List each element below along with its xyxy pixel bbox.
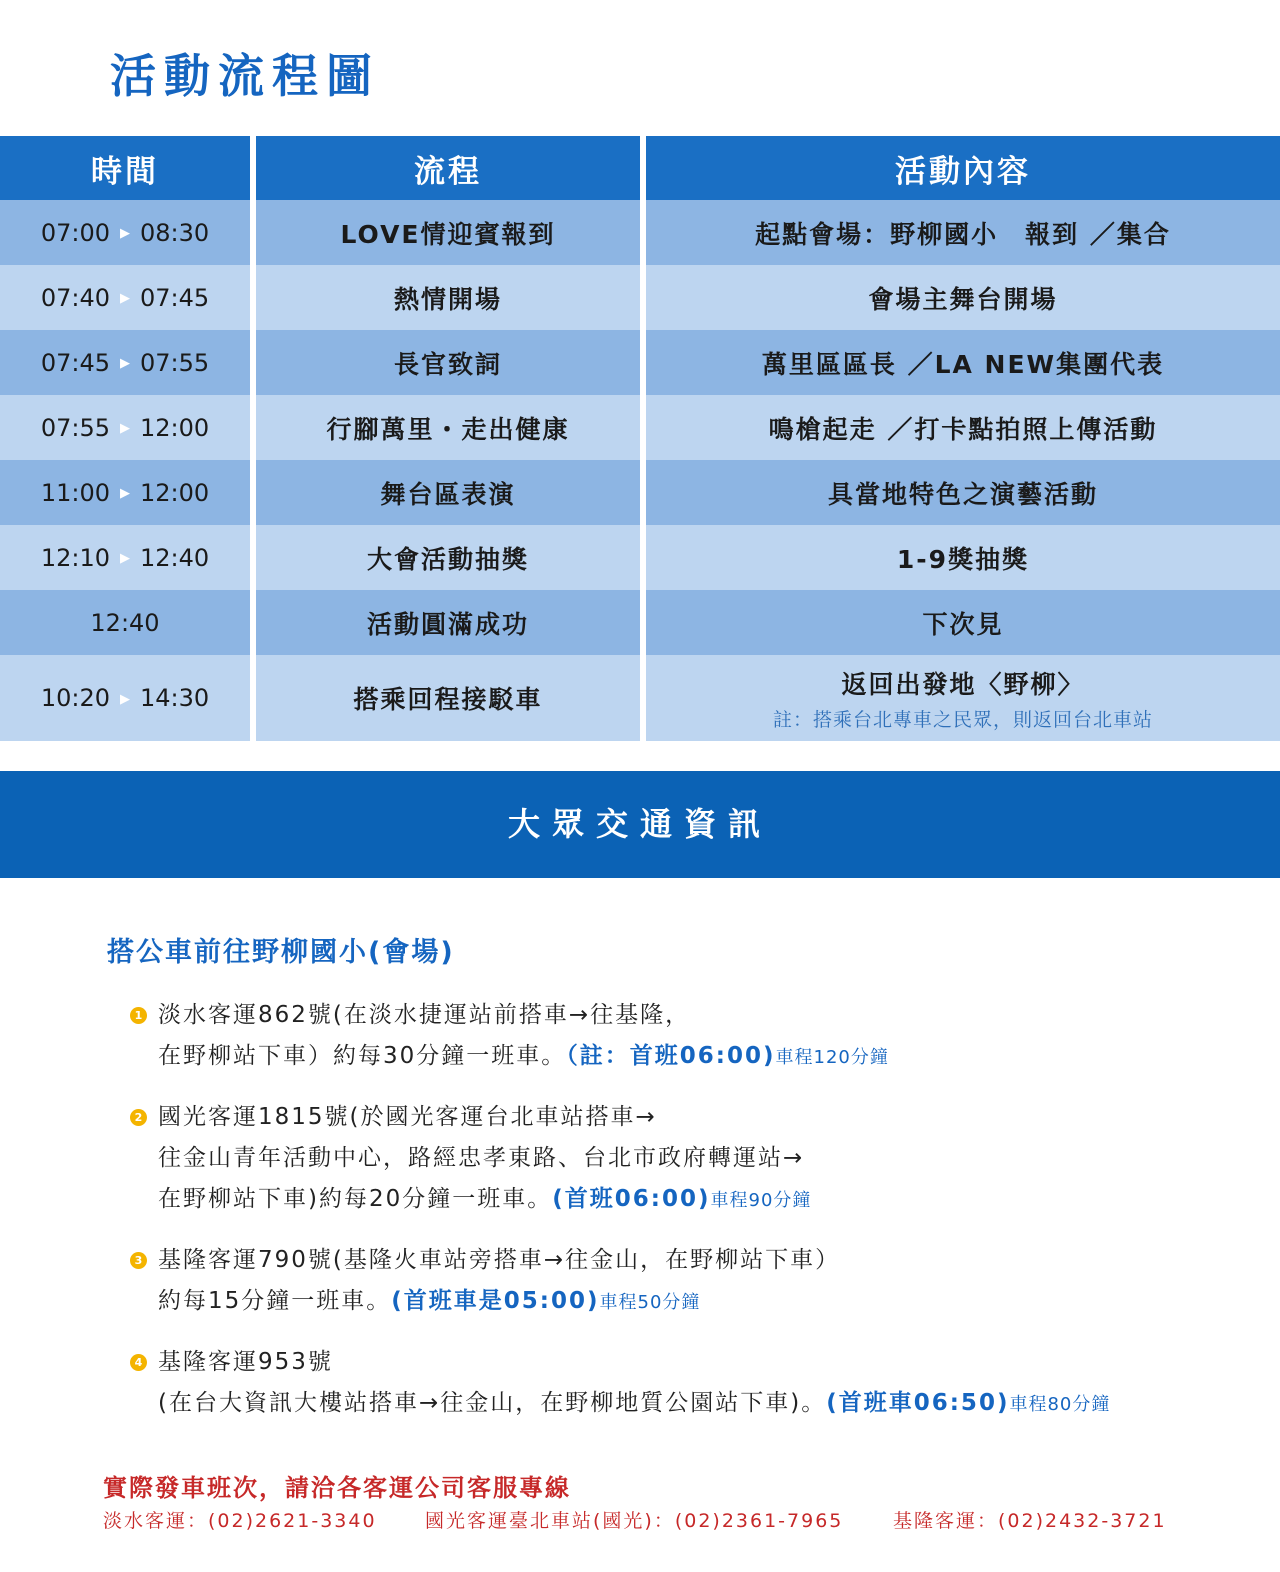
play-triangle-icon: ▶ [120, 551, 130, 566]
content-text: 返回出發地〈野柳〉 [841, 669, 1085, 699]
route-line: 往金山青年活動中心，路經忠孝東路、台北市政府轉運站→ [158, 1145, 805, 1171]
route-line: 基隆客運790號(基隆火車站旁搭車→往金山，在野柳站下車） [158, 1247, 841, 1273]
process-cell: 熱情開場 [250, 265, 640, 330]
end-time: 07:45 [140, 283, 210, 312]
contact-kuo-kuang: 國光客運臺北車站(國光)：(02)2361-7965 [425, 1510, 844, 1532]
table-row [0, 460, 1280, 525]
route-line: (在台大資訊大樓站搭車→往金山，在野柳地質公園站下車)。 [158, 1390, 827, 1416]
table-row [0, 330, 1280, 395]
time-cell [0, 265, 250, 330]
contact-heading: 實際發車班次，請洽各客運公司客服專線 [103, 1474, 571, 1502]
play-triangle-icon: ▶ [120, 421, 130, 436]
schedule-header-row [0, 136, 1280, 200]
end-time: 07:55 [140, 348, 210, 377]
content-cell: 萬里區區長 ／LA NEW集團代表 [640, 330, 1280, 395]
start-time: 12:40 [90, 608, 160, 637]
numbered-circle-icon: 1 [130, 1007, 147, 1024]
transit-banner: 大眾交通資訊 [0, 771, 1280, 878]
content-cell: 起點會場：野柳國小 報到 ／集合 [640, 200, 1280, 265]
page-title: 活動流程圖 [110, 49, 380, 103]
start-time: 07:40 [40, 283, 110, 312]
time-cell [0, 525, 250, 590]
end-time: 12:40 [140, 543, 210, 572]
play-triangle-icon: ▶ [120, 486, 130, 501]
route-line: 在野柳站下車)約每20分鐘一班車。 [158, 1186, 553, 1212]
process-cell: 行腳萬里・走出健康 [250, 395, 640, 460]
route-line: 約每15分鐘一班車。 [158, 1288, 392, 1314]
time-cell [0, 460, 250, 525]
process-cell: 活動圓滿成功 [250, 590, 640, 655]
table-row [0, 395, 1280, 460]
first-bus-note: (首班車06:50) [826, 1390, 1010, 1416]
content-cell [640, 655, 1280, 741]
table-row [0, 200, 1280, 265]
process-cell: 長官致詞 [250, 330, 640, 395]
route-line: 淡水客運862號(在淡水捷運站前搭車→往基隆， [158, 1002, 691, 1028]
contact-tamsui: 淡水客運：(02)2621-3340 [103, 1510, 377, 1532]
start-time: 07:00 [40, 218, 110, 247]
numbered-circle-icon: 3 [130, 1252, 147, 1269]
process-cell: LOVE情迎賓報到 [250, 200, 640, 265]
header-time: 時間 [0, 136, 250, 200]
content-cell: 下次見 [640, 590, 1280, 655]
time-cell [0, 590, 250, 655]
route-item [130, 1097, 1260, 1221]
route-item [130, 995, 1260, 1078]
start-time: 10:20 [40, 684, 110, 712]
return-note: 註：搭乘台北專車之民眾，則返回台北車站 [772, 708, 1153, 731]
travel-time: 車程90分鐘 [710, 1190, 812, 1211]
route-item [130, 1342, 1260, 1425]
end-time: 12:00 [140, 478, 210, 507]
time-cell [0, 395, 250, 460]
time-cell [0, 655, 250, 741]
process-cell: 搭乘回程接駁車 [250, 655, 640, 741]
table-row [0, 590, 1280, 655]
end-time: 08:30 [140, 218, 210, 247]
content-cell: 1-9獎抽獎 [640, 525, 1280, 590]
route-item [130, 1240, 1260, 1323]
route-line: 在野柳站下車）約每30分鐘一班車。 [158, 1043, 567, 1069]
schedule-table [0, 136, 1280, 741]
process-cell: 舞台區表演 [250, 460, 640, 525]
table-row [0, 525, 1280, 590]
travel-time: 車程50分鐘 [599, 1292, 701, 1313]
process-cell: 大會活動抽獎 [250, 525, 640, 590]
route-line: 基隆客運953號 [158, 1349, 333, 1375]
header-content: 活動內容 [640, 136, 1280, 200]
first-bus-note: (首班06:00) [552, 1186, 711, 1212]
time-cell [0, 200, 250, 265]
play-triangle-icon: ▶ [120, 226, 130, 241]
header-process: 流程 [250, 136, 640, 200]
travel-time: 車程120分鐘 [775, 1047, 889, 1068]
start-time: 11:00 [40, 478, 110, 507]
numbered-circle-icon: 4 [130, 1354, 147, 1371]
numbered-circle-icon: 2 [130, 1109, 147, 1126]
content-cell: 會場主舞台開場 [640, 265, 1280, 330]
play-triangle-icon: ▶ [120, 291, 130, 306]
time-cell [0, 330, 250, 395]
start-time: 12:10 [40, 543, 110, 572]
table-row [0, 655, 1280, 741]
end-time: 14:30 [140, 684, 210, 712]
bus-heading: 搭公車前往野柳國小(會場) [107, 937, 455, 968]
table-row [0, 265, 1280, 330]
route-line: 國光客運1815號(於國光客運台北車站搭車→ [158, 1104, 657, 1130]
first-bus-note: (首班車是05:00) [391, 1288, 600, 1314]
contact-keelung: 基隆客運：(02)2432-3721 [893, 1510, 1167, 1532]
content-cell: 具當地特色之演藝活動 [640, 460, 1280, 525]
first-bus-note: （註：首班06:00) [566, 1043, 776, 1069]
travel-time: 車程80分鐘 [1009, 1394, 1111, 1415]
content-cell: 鳴槍起走 ／打卡點拍照上傳活動 [640, 395, 1280, 460]
play-triangle-icon: ▶ [120, 356, 130, 371]
start-time: 07:55 [40, 413, 110, 442]
play-triangle-icon: ▶ [120, 691, 130, 707]
start-time: 07:45 [40, 348, 110, 377]
end-time: 12:00 [140, 413, 210, 442]
